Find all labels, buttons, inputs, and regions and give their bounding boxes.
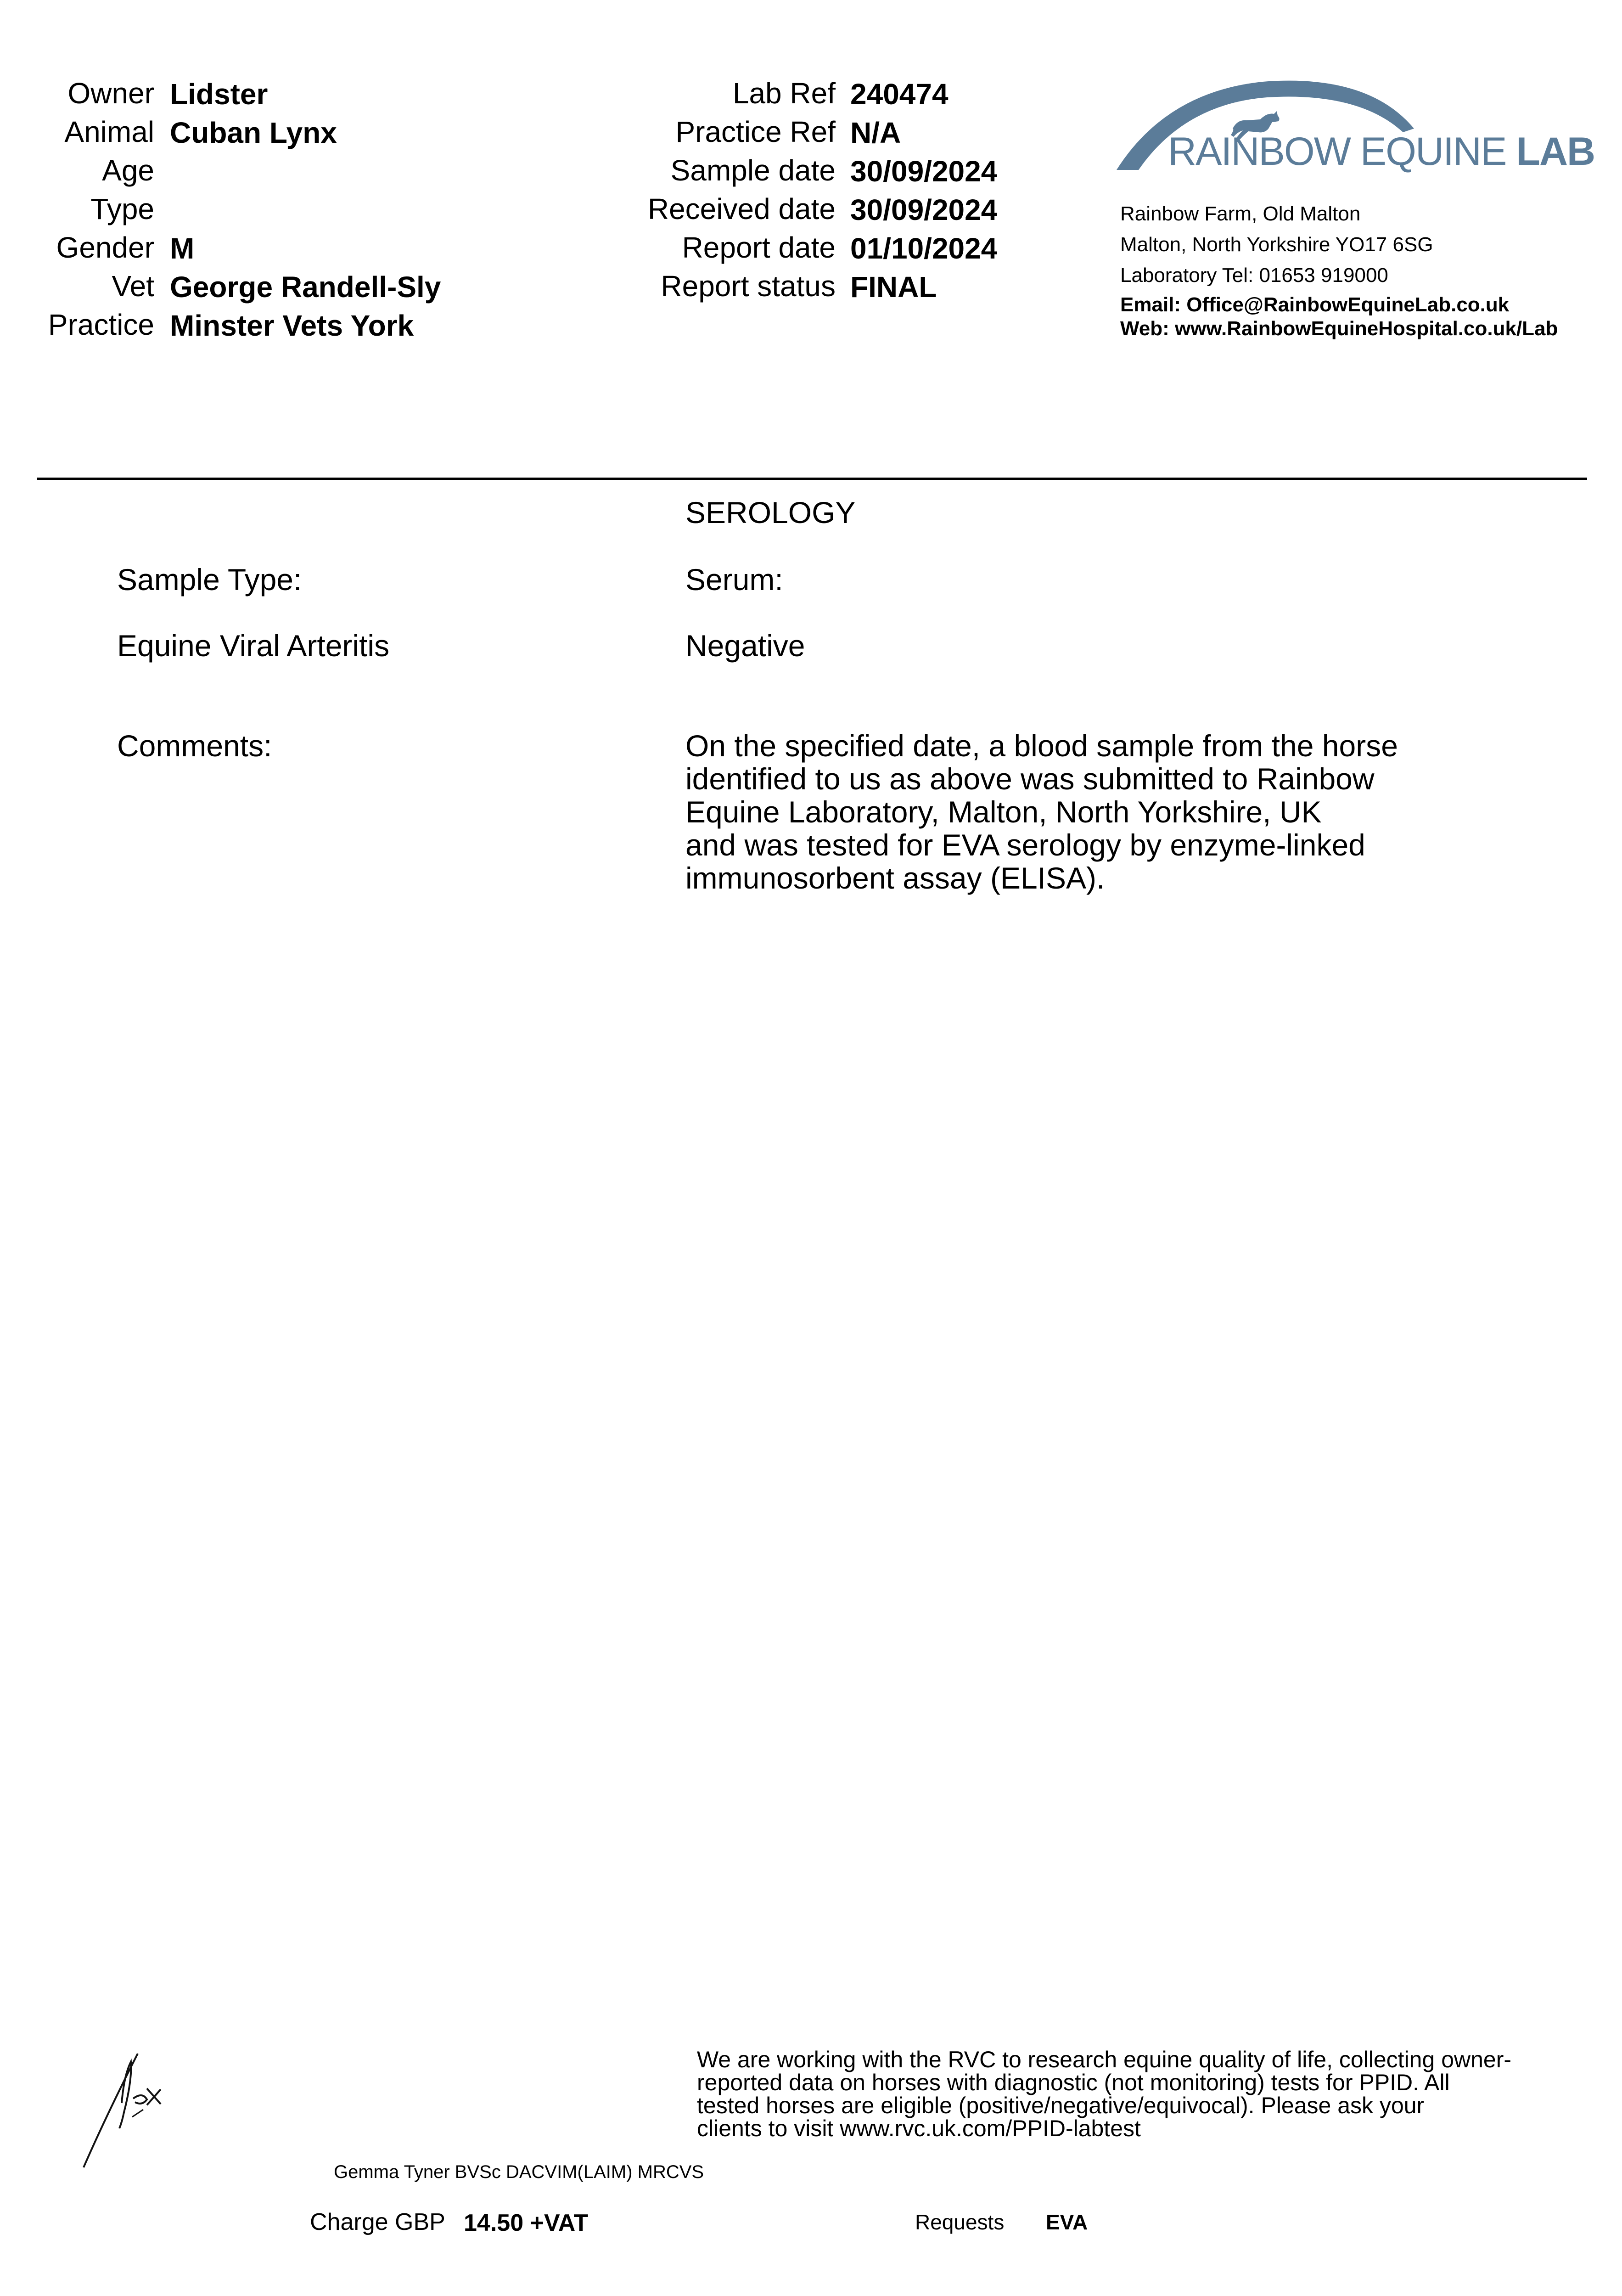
comments-line: and was tested for EVA serology by enzyme-linked xyxy=(685,828,1365,862)
practice-value: Minster Vets York xyxy=(170,309,414,342)
logo-wordmark xyxy=(1168,129,1594,174)
rvc-line: reported data on horses with diagnostic (not monitoring) tests for PPID. All xyxy=(697,2070,1450,2095)
logo-text-bold: LAB xyxy=(1516,129,1595,174)
practice-label: Practice xyxy=(48,308,154,341)
report-status-value: FINAL xyxy=(850,270,937,304)
gender-label: Gender xyxy=(56,231,154,264)
rvc-notice xyxy=(697,2048,1511,2140)
charge-label: Charge GBP xyxy=(310,2209,445,2235)
received-date-label: Received date xyxy=(647,192,836,225)
section-title: SEROLOGY xyxy=(685,495,856,529)
charge-value: 14.50 +VAT xyxy=(464,2210,589,2236)
comments-line: Equine Laboratory, Malton, North Yorkshire, UK xyxy=(685,795,1322,829)
comments-line: immunosorbent assay (ELISA). xyxy=(685,861,1105,895)
rainbow-equine-logo xyxy=(1111,73,1595,179)
report-date-value: 01/10/2024 xyxy=(850,232,998,265)
animal-value: Cuban Lynx xyxy=(170,116,337,149)
practice-ref-label: Practice Ref xyxy=(675,115,836,148)
comments-line: identified to us as above was submitted to Rainbow xyxy=(685,762,1375,796)
sample-type-value: Serum: xyxy=(685,563,783,597)
logo-text-main: RAINBOW EQUINE xyxy=(1168,129,1516,174)
rvc-line: clients to visit www.rvc.uk.com/PPID-labtest xyxy=(697,2116,1141,2141)
address-line-3: Laboratory Tel: 01653 919000 xyxy=(1120,264,1388,287)
test-result: Negative xyxy=(685,629,805,663)
vet-label: Vet xyxy=(112,270,154,303)
practice-ref-value: N/A xyxy=(850,116,901,149)
sample-date-label: Sample date xyxy=(670,154,836,187)
gender-value: M xyxy=(170,232,195,265)
report-status-label: Report status xyxy=(661,270,836,303)
rvc-line: tested horses are eligible (positive/negative/equivocal). Please ask your xyxy=(697,2093,1425,2118)
comments-line: On the specified date, a blood sample from the horse xyxy=(685,729,1398,763)
signatory-name: Gemma Tyner BVSc DACVIM(LAIM) MRCVS xyxy=(334,2162,704,2182)
address-web: Web: www.RainbowEquineHospital.co.uk/Lab xyxy=(1120,317,1558,340)
signature-scribble-icon xyxy=(78,2048,179,2172)
address-line-2: Malton, North Yorkshire YO17 6SG xyxy=(1120,233,1433,256)
report-date-label: Report date xyxy=(682,231,836,264)
type-label: Type xyxy=(90,192,154,225)
age-label: Age xyxy=(102,154,154,187)
rvc-line: We are working with the RVC to research equine quality of life, collecting owner- xyxy=(697,2047,1512,2072)
header-divider xyxy=(37,478,1587,480)
signature-image xyxy=(78,2048,179,2172)
sample-date-value: 30/09/2024 xyxy=(850,155,998,188)
sample-type-label: Sample Type: xyxy=(117,563,302,597)
requests-label: Requests xyxy=(915,2210,1005,2234)
owner-value: Lidster xyxy=(170,78,268,111)
requests-value: EVA xyxy=(1046,2210,1088,2234)
test-name: Equine Viral Arteritis xyxy=(117,629,390,663)
address-email: Email: Office@RainbowEquineLab.co.uk xyxy=(1120,293,1510,316)
comments-label: Comments: xyxy=(117,729,272,763)
received-date-value: 30/09/2024 xyxy=(850,193,998,226)
address-line-1: Rainbow Farm, Old Malton xyxy=(1120,203,1361,225)
lab-ref-label: Lab Ref xyxy=(732,77,836,110)
animal-label: Animal xyxy=(64,115,154,148)
comments-text xyxy=(685,729,1398,895)
lab-ref-value: 240474 xyxy=(850,78,949,111)
owner-label: Owner xyxy=(67,77,154,110)
vet-value: George Randell-Sly xyxy=(170,270,441,304)
